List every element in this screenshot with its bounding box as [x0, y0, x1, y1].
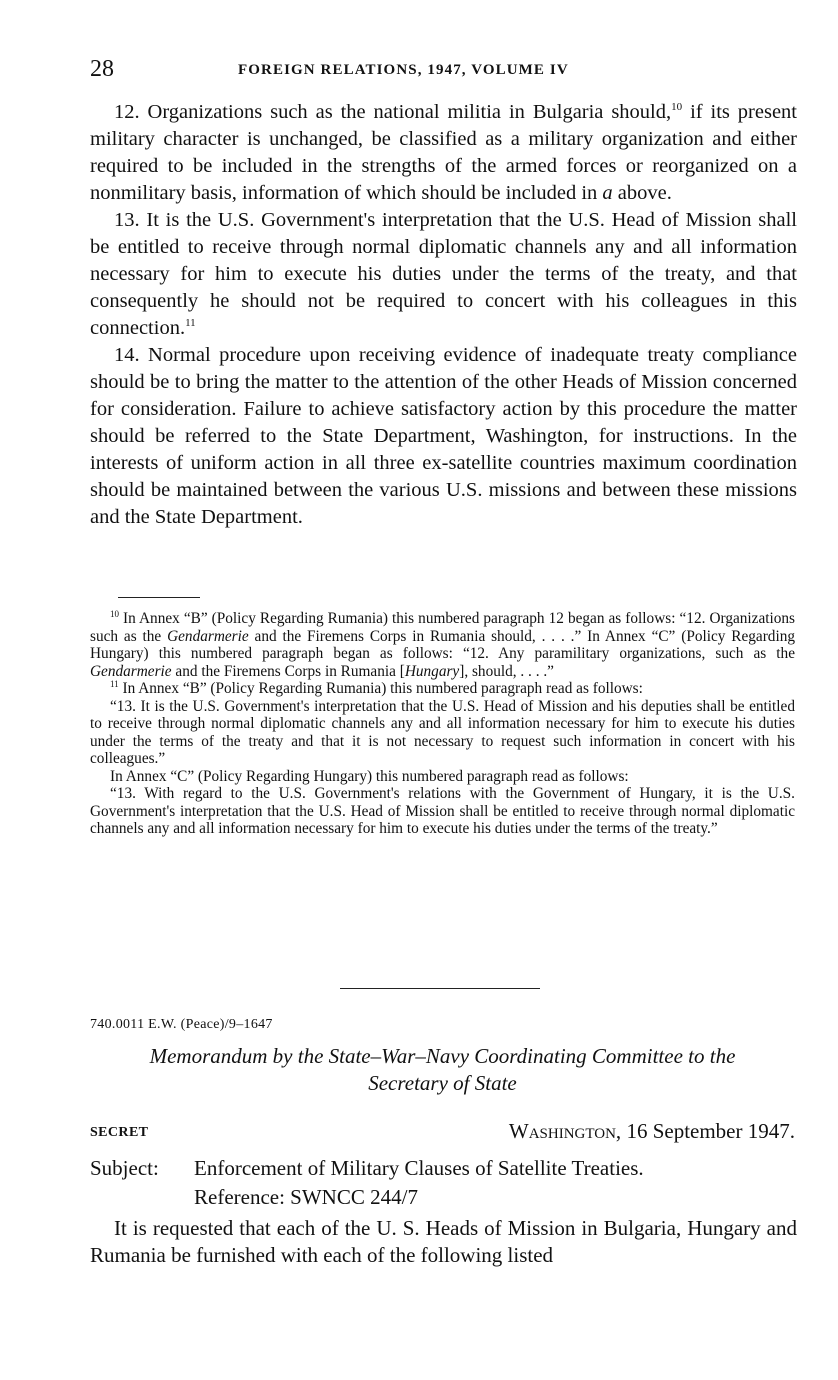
running-title: FOREIGN RELATIONS, 1947, VOLUME IV — [238, 62, 569, 78]
memo-title — [90, 1043, 795, 1097]
paragraph-13 — [90, 207, 797, 342]
dateline-date: 16 September 1947. — [621, 1119, 795, 1143]
paragraph-12-text: 12. Organizations such as the national militia in Bulgaria should, — [114, 101, 672, 123]
footnote-10-italic-1: Gendarmerie — [167, 627, 249, 645]
running-header — [90, 56, 795, 86]
footnote-10-text-c: and the Firemens Corps in Rumania [ — [171, 662, 405, 680]
memo-body — [90, 1215, 797, 1269]
footnote-10-text-a: In Annex “B” (Policy Regarding Rumania) this numbered paragraph 12 began as follows: “12. Organizations such as the — [90, 610, 795, 645]
paragraph-13-text: 13. It is the U.S. Government's interpretation that the U.S. Head of Mission shall be entitled to receive through normal diplomatic channels any and all information necessary for him to execute his duties under the terms of the treaty, and that consequently he should not be required to concert with his colleagues in this connection. — [90, 209, 797, 339]
footnote-11-quote-hungary: “13. With regard to the U.S. Government's relations with the Government of Hungary, it is the U.S. Government's interpretation that the U.S. Head of Mission shall be entitled to receive through normal diplomatic channels any and all information necessary for him to execute his duties under the terms of the treaty.” — [90, 785, 795, 837]
memo-opening-paragraph: It is requested that each of the U. S. Heads of Mission in Bulgaria, Hungary and Rumania be furnished with each of the following listed — [90, 1216, 797, 1267]
paragraph-12-text-end: above. — [612, 182, 672, 204]
memo-title-line-1: Memorandum by the State–War–Navy Coordinating Committee to the — [149, 1044, 736, 1068]
section-divider — [340, 988, 540, 989]
footnote-10-text-d: ], should, . . . .” — [459, 662, 554, 680]
footnote-11-quote-rumania: “13. It is the U.S. Government's interpretation that the U.S. Head of Mission and his deputies shall be entitled to receive through normal diplomatic channels any and all information necessary for him to execute his duties under the terms of the treaty and that it is not necessary to request such information in concert with his colleagues.” — [90, 697, 795, 767]
footnote-divider — [118, 597, 200, 598]
dateline — [509, 1119, 795, 1144]
footnote-11-intro: In Annex “B” (Policy Regarding Rumania) this numbered paragraph read as follows: — [118, 680, 643, 697]
main-text — [90, 99, 797, 531]
dateline-place: Washington, — [508, 1119, 622, 1143]
footnote-11 — [90, 680, 795, 698]
footnote-11-intro-hungary: In Annex “C” (Policy Regarding Hungary) this numbered paragraph read as follows: — [110, 767, 629, 785]
file-reference: 740.0011 E.W. (Peace)/9–1647 — [90, 1017, 273, 1032]
subject-text: Enforcement of Military Clauses of Satellite Treaties. — [194, 1156, 644, 1180]
footnote-10-italic-3: Hungary — [404, 662, 460, 680]
footnote-10-number: 10 — [110, 608, 119, 619]
paragraph-12-text-cont: if its present military character is unchanged, be classified as a military organization and either required to be included in the strengths of the armed forces or reorganized on a nonmilitary basis, information of which should be included in — [90, 101, 797, 204]
paragraph-14: 14. Normal procedure upon receiving evidence of inadequate treaty compliance should be to bring the matter to the attention of the other Heads of Mission concerned for consideration. Failure to achieve satisfactory action by this procedure the matter should be referred to the State Department, Washington, for instructions. In the interests of uniform action in all three ex-satellite countries maximum coordination should be maintained between the various U.S. missions and between these missions and the State Department. — [90, 344, 797, 528]
classification-label: SECRET — [90, 1125, 149, 1140]
memo-title-line-2: Secretary of State — [368, 1071, 517, 1095]
paragraph-12-italic: a — [602, 182, 613, 204]
footnote-ref-10: 10 — [671, 101, 683, 114]
page-number: 28 — [90, 56, 114, 82]
footnotes — [90, 610, 795, 838]
reference-line: Reference: SWNCC 244/7 — [194, 1185, 418, 1209]
paragraph-12 — [90, 99, 797, 207]
footnote-10 — [90, 610, 795, 680]
footnote-11-number: 11 — [110, 678, 119, 689]
footnote-ref-11: 11 — [185, 317, 196, 330]
subject-block — [90, 1154, 795, 1212]
footnote-10-italic-2: Gendarmerie — [90, 662, 172, 680]
footnote-10-text-b: and the Firemens Corps in Rumania should, . . . .” In Annex “C” (Policy Regarding Hungary) this numbered paragraph began as follows: “12. Any paramilitary organizations, such as the — [90, 627, 795, 662]
subject-label: Subject: — [90, 1156, 159, 1180]
